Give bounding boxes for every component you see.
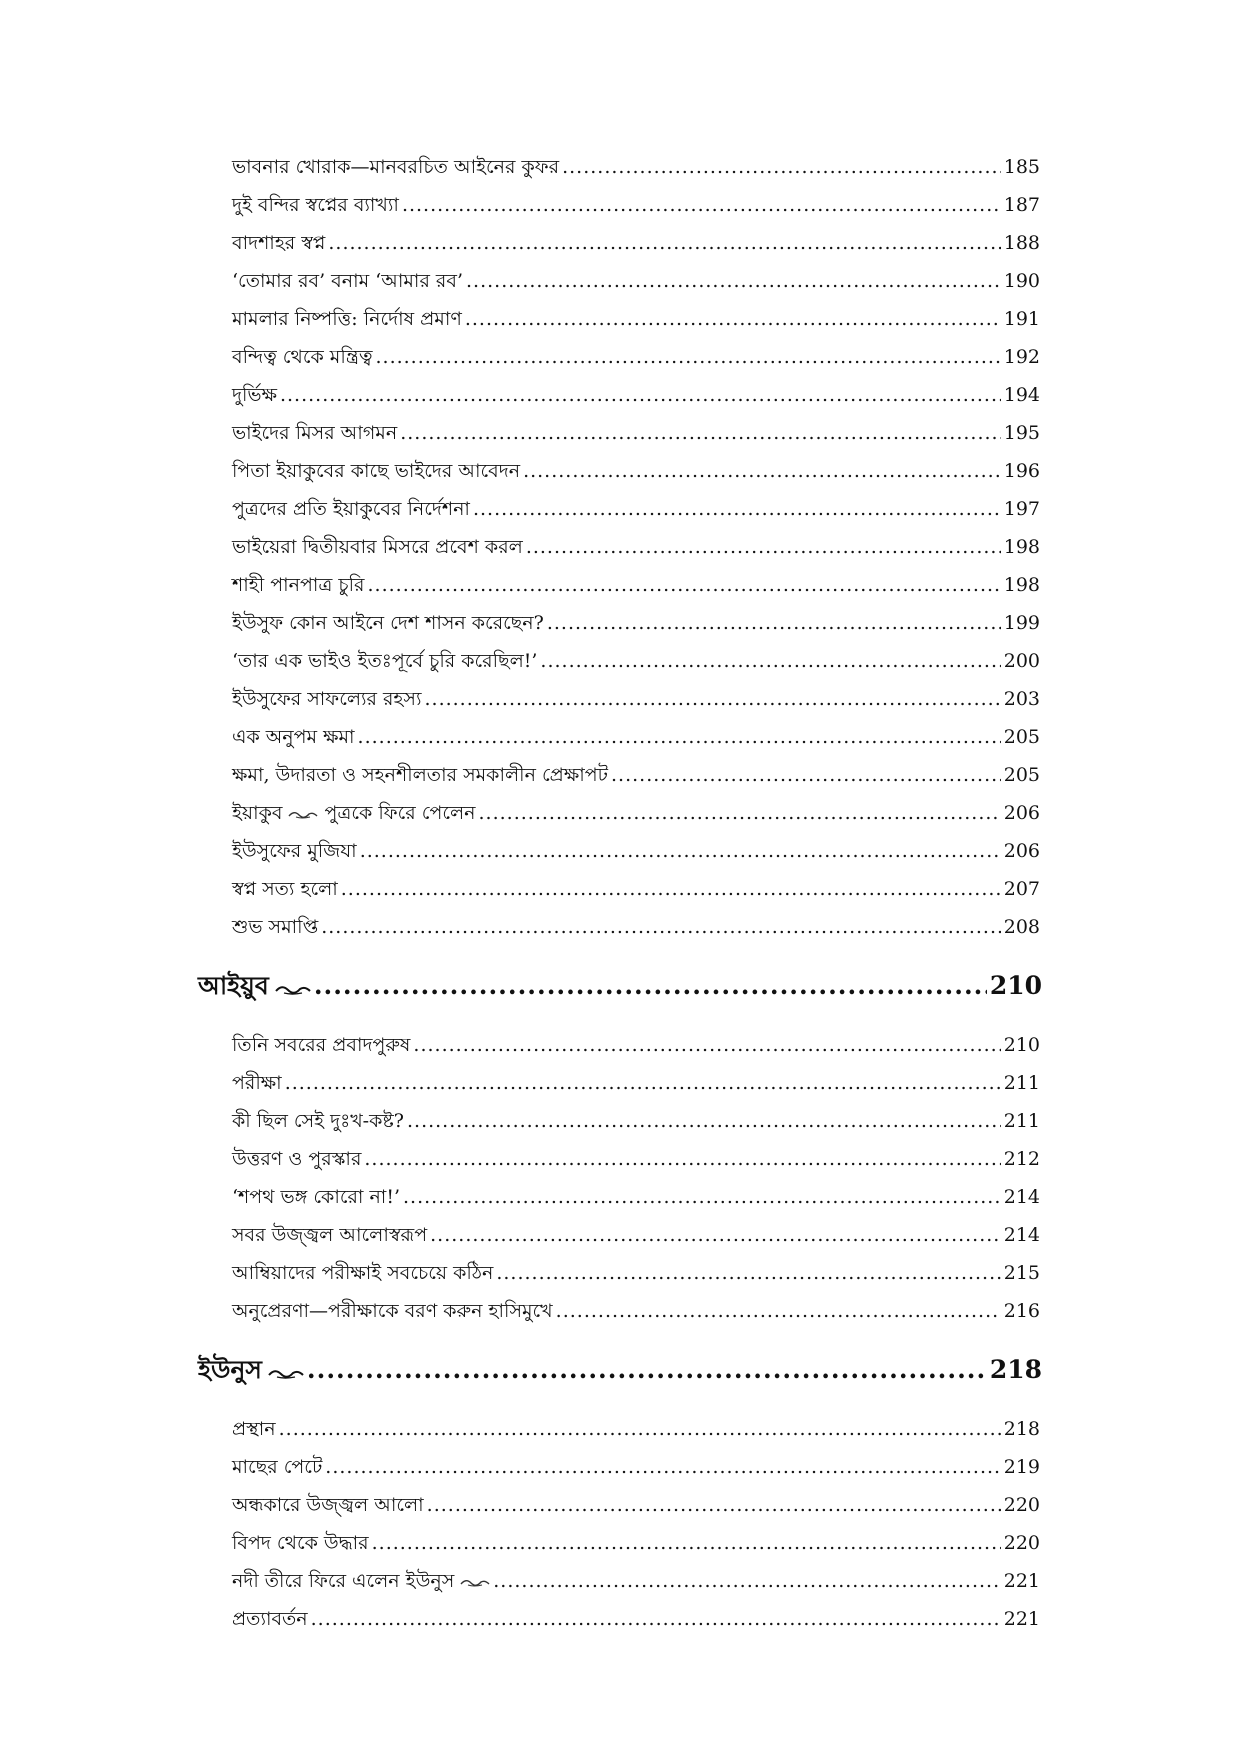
dot-leader [321,912,1001,942]
entry-page: 197 [1003,498,1040,520]
entry-title: ইউসুফ কোন আইনে দেশ শাসন করেছেন? [232,612,544,634]
chapter-heading-ayub [198,966,1042,1006]
entry-page: 192 [1003,346,1040,368]
chapter-title [198,966,311,1008]
chapter-title [198,1350,304,1392]
toc-entry [232,494,1040,524]
entry-title: সবর উজ্জ্বল আলোস্বরূপ [232,1224,428,1246]
dot-leader [314,966,987,1006]
toc-entry [232,684,1040,714]
entry-title: শাহী পানপাত্র চুরি [232,574,365,596]
entry-page: 212 [1003,1148,1040,1170]
chapter-heading-yunus [198,1350,1042,1390]
entry-title: প্রত্যাবর্তন [232,1608,308,1630]
entry-page: 208 [1003,916,1040,938]
dot-leader [360,836,1001,866]
dot-leader [465,304,1001,334]
entry-page: 215 [1003,1262,1040,1284]
entry-page: 198 [1003,574,1040,596]
entry-title [232,1566,490,1597]
entry-title: অনুপ্রেরণা—পরীক্ষাকে বরণ করুন হাসিমুখে [232,1300,553,1322]
entry-title: প্রস্থান [232,1418,276,1440]
entry-page: 194 [1003,384,1040,406]
entry-page: 200 [1003,650,1040,672]
dot-leader [466,266,1001,296]
entry-title-name: নদী তীরে ফিরে এলেন ইউনুস [232,1570,455,1592]
entry-page: 188 [1003,232,1040,254]
entry-page: 211 [1003,1110,1040,1132]
toc-entry [232,1296,1040,1326]
dot-leader [407,1106,1001,1136]
entry-title: পুত্রদের প্রতি ইয়াকুবের নির্দেশনা [232,498,470,520]
dot-leader [328,228,1000,258]
dot-leader [311,1604,1001,1634]
entry-title: শুভ সমাপ্তি [232,916,319,938]
toc-entry [232,456,1040,486]
dot-leader [358,722,1001,752]
entry-page: 185 [1003,156,1040,178]
dot-leader [479,798,1001,828]
entry-title: বিপদ থেকে উদ্ধার [232,1532,369,1554]
entry-title: আম্বিয়াদের পরীক্ষাই সবচেয়ে কঠিন [232,1262,494,1284]
entry-title-name: ইয়াকুব [232,802,283,824]
entry-page: 214 [1003,1224,1040,1246]
toc-entry [232,1490,1040,1520]
entry-title: পিতা ইয়াকুবের কাছে ভাইদের আবেদন [232,460,521,482]
entry-page: 221 [1003,1570,1040,1592]
dot-leader [496,1258,1000,1288]
entry-title: বন্দিত্ব থেকে মন্ত্রিত্ব [232,346,373,368]
entry-title: পরীক্ষা [232,1072,282,1094]
toc-entry [232,1604,1040,1634]
toc-entry [232,608,1040,638]
toc-entry [232,798,1040,828]
toc-entry [232,266,1040,296]
entry-page: 218 [1003,1418,1040,1440]
dot-leader [526,532,1001,562]
entry-page: 219 [1003,1456,1040,1478]
toc-entry [232,1258,1040,1288]
entry-title: অন্ধকারে উজ্জ্বল আলো [232,1494,424,1516]
calligraphy-honorific-icon [288,799,318,829]
chapter-page: 218 [989,1355,1042,1384]
entry-title: দুই বন্দির স্বপ্নের ব্যাখ্যা [232,194,399,216]
entry-page: 207 [1003,878,1040,900]
toc-entry [232,304,1040,334]
entry-page: 205 [1003,764,1040,786]
entry-title: ভাইয়েরা দ্বিতীয়বার মিসরে প্রবেশ করল [232,536,523,558]
entry-title: মামলার নিষ্পত্তি: নির্দোষ প্রমাণ [232,308,462,330]
calligraphy-honorific-icon [275,968,311,1008]
toc-entry [232,722,1040,752]
toc-entry [232,760,1040,790]
dot-leader [427,1490,1001,1520]
toc-entry [232,152,1040,182]
dot-leader [413,1030,1000,1060]
entry-page: 214 [1003,1186,1040,1208]
dot-leader [611,760,1001,790]
entry-title: কী ছিল সেই দুঃখ-কষ্ট? [232,1110,404,1132]
toc-entry [232,646,1040,676]
entry-page: 190 [1003,270,1040,292]
toc-entry [232,1144,1040,1174]
toc-entry [232,1182,1040,1212]
chapter-title-text: ইউনুস [198,1355,262,1384]
entry-page: 210 [1003,1034,1040,1056]
entry-page: 205 [1003,726,1040,748]
dot-leader [368,570,1001,600]
dot-leader [402,190,1001,220]
chapter-page: 210 [989,971,1042,1000]
entry-title: ইউসুফের মুজিযা [232,840,357,862]
toc-entry [232,1030,1040,1060]
dot-leader [279,1414,1001,1444]
entry-page: 187 [1003,194,1040,216]
toc-entry [232,380,1040,410]
toc-entry [232,532,1040,562]
entry-page: 198 [1003,536,1040,558]
entry-title: ক্ষমা, উদারতা ও সহনশীলতার সমকালীন প্রেক্ষাপট [232,764,608,786]
toc-entry [232,1220,1040,1250]
dot-leader [372,1528,1001,1558]
dot-leader [523,456,1001,486]
dot-leader [307,1350,987,1390]
toc-entry [232,1414,1040,1444]
entry-title: ইউসুফের সাফল্যের রহস্য [232,688,422,710]
entry-page: 195 [1003,422,1040,444]
entry-title: দুর্ভিক্ষ [232,384,277,406]
entry-page: 220 [1003,1532,1040,1554]
entry-page: 206 [1003,840,1040,862]
entry-page: 203 [1003,688,1040,710]
chapter-title-text: আইয়ুব [198,971,269,1000]
entry-title: ভাইদের মিসর আগমন [232,422,398,444]
entry-title: এক অনুপম ক্ষমা [232,726,355,748]
dot-leader [400,418,1001,448]
dot-leader [540,646,1000,676]
toc-entry [232,570,1040,600]
entry-page: 206 [1003,802,1040,824]
dot-leader [493,1566,1000,1596]
dot-leader [424,684,1000,714]
toc-entry [232,912,1040,942]
dot-leader [364,1144,1000,1174]
dot-leader [403,1182,1001,1212]
calligraphy-honorific-icon [268,1352,304,1392]
entry-title-suffix: পুত্রকে ফিরে পেলেন [324,802,476,824]
entry-title: তিনি সবরের প্রবাদপুরুষ [232,1034,411,1056]
toc-entry [232,190,1040,220]
toc-entry [232,1068,1040,1098]
entry-page: 216 [1003,1300,1040,1322]
toc-entry [232,418,1040,448]
entry-title: উত্তরণ ও পুরস্কার [232,1148,362,1170]
entry-page: 191 [1003,308,1040,330]
entry-page: 199 [1003,612,1040,634]
toc-entry [232,1106,1040,1136]
dot-leader [280,380,1001,410]
dot-leader [547,608,1001,638]
entry-page: 211 [1003,1072,1040,1094]
toc-entry [232,836,1040,866]
entry-title: মাছের পেটে [232,1456,323,1478]
dot-leader [341,874,1001,904]
entry-title: স্বপ্ন সত্য হলো [232,878,338,900]
dot-leader [556,1296,1001,1326]
dot-leader [325,1452,1000,1482]
entry-title: ‘শপথ ভঙ্গ কোরো না!’ [232,1186,400,1208]
dot-leader [375,342,1000,372]
toc-entry [232,1452,1040,1482]
toc-entry [232,342,1040,372]
dot-leader [285,1068,1001,1098]
dot-leader [473,494,1001,524]
toc-entry [232,1566,1040,1596]
entry-title: ভাবনার খোরাক—মানবরচিত আইনের কুফর [232,156,560,178]
toc-entry [232,1528,1040,1558]
entry-page: 220 [1003,1494,1040,1516]
toc-entry [232,874,1040,904]
entry-title: বাদশাহর স্বপ্ন [232,232,326,254]
dot-leader [562,152,1001,182]
entry-page: 221 [1003,1608,1040,1630]
toc-entry [232,228,1040,258]
calligraphy-honorific-icon [460,1567,490,1597]
entry-title [232,798,476,829]
entry-page: 196 [1003,460,1040,482]
entry-title: ‘তোমার রব’ বনাম ‘আমার রব’ [232,270,464,292]
dot-leader [430,1220,1001,1250]
entry-title: ‘তার এক ভাইও ইতঃপূর্বে চুরি করেছিল!’ [232,650,538,672]
